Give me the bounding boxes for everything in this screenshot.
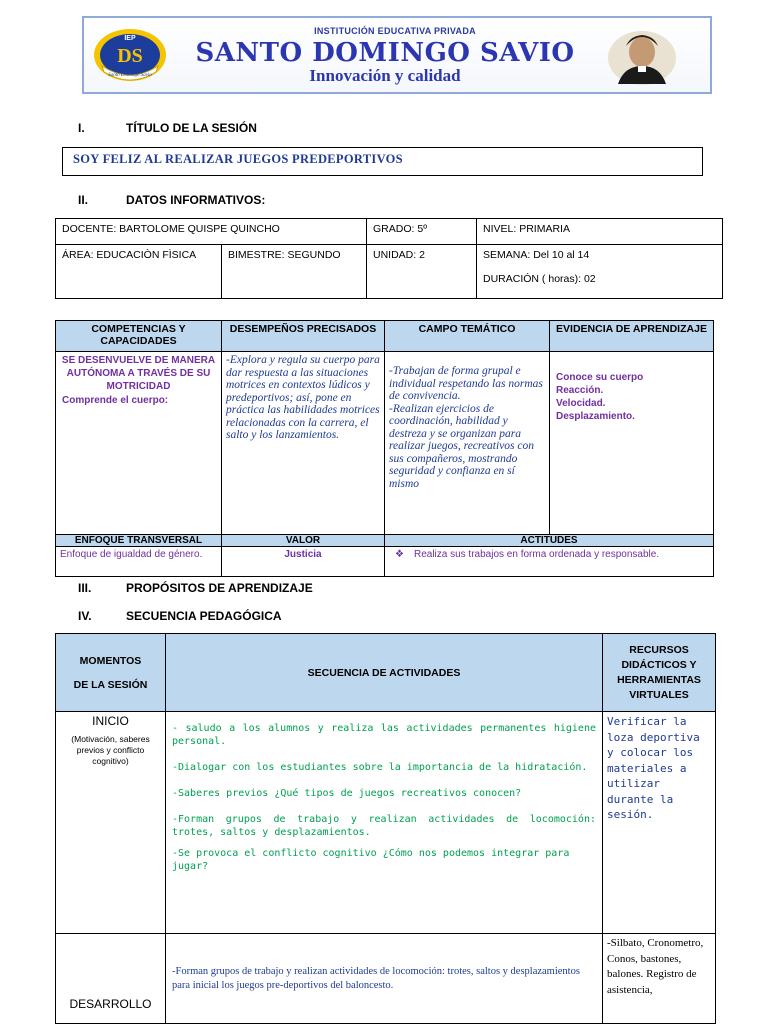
datos-informativos-table	[55, 218, 723, 299]
campo-cell	[385, 352, 550, 535]
inicio-recursos-text: Verificar la loza deportiva y colocar los materiales a utilizar durante la sesión.	[607, 715, 700, 821]
diamond-bullet-icon: ❖	[395, 549, 404, 560]
section-1-heading	[78, 121, 257, 135]
section-title: PROPÓSITOS DE APRENDIZAJE	[126, 581, 313, 595]
table-header-row	[56, 321, 714, 352]
section-3-heading	[78, 581, 313, 595]
session-title: SOY FELIZ AL REALIZAR JUEGOS PREDEPORTIVOS	[62, 147, 703, 176]
list-item: -Dialogar con los estudiantes sobre la importancia de la hidratación.	[172, 762, 588, 773]
list-item: -Saberes previos ¿Qué tipos de juegos recreativos conocen?	[172, 788, 522, 799]
list-item: Velocidad.	[556, 398, 606, 409]
table-row	[56, 547, 714, 577]
section-number: III.	[78, 581, 92, 595]
svg-text:DS: DS	[117, 45, 143, 67]
campo-text-2: -Realizan ejercicios de coordinación, habilidad y destreza y se organizan para realizar juegos, recreativos con sus compañeros, mostrando seguridad y confianza en sí mismo	[389, 402, 535, 490]
header-desempenos: DESEMPEÑOS PRECISADOS	[222, 321, 385, 352]
unidad-cell: UNIDAD: 2	[367, 245, 477, 299]
section-4-heading	[78, 609, 282, 623]
evidencia-list	[554, 371, 709, 423]
table-row	[56, 712, 716, 934]
inicio-recursos-cell	[603, 712, 716, 934]
nivel-cell: NIVEL: PRIMARIA	[477, 219, 723, 245]
header-momentos	[56, 634, 166, 712]
section-number: II.	[78, 193, 89, 207]
inicio-label: INICIO	[92, 714, 129, 728]
desempeno-text: -Explora y regula su cuerpo para dar respuesta a las situaciones motrices en contextos lúdicos y predeportivos; así, pone en práctica las habilidades motrices relacionadas con la carrera, el salto y los lanzamientos.	[226, 354, 380, 441]
competencia-text: SE DESENVUELVE DE MANERA AUTÓNOMA A TRAVÉS DE SU MOTRICIDAD	[61, 355, 216, 392]
actitud-text: Realiza sus trabajos en forma ordenada y responsable.	[413, 549, 660, 560]
table-row	[56, 934, 716, 1024]
school-name: SANTO DOMINGO SAVIO	[195, 38, 575, 68]
table-header-row	[56, 634, 716, 712]
area-cell: ÁREA: EDUCACIÒN FÌSICA	[56, 245, 222, 299]
bimestre-cell: BIMESTRE: SEGUNDO	[222, 245, 367, 299]
evidencia-cell	[550, 352, 714, 535]
table-row	[56, 245, 723, 299]
momentos-line-1: MOMENTOS	[79, 654, 142, 667]
desempeno-cell	[222, 352, 385, 535]
secuencia-table	[55, 633, 716, 1024]
header-recursos: RECURSOS DIDÁCTICOS Y HERRAMIENTAS VIRTUALES	[603, 634, 716, 712]
table-row	[56, 352, 714, 535]
inicio-cell	[56, 712, 166, 934]
header-competencias: COMPETENCIAS Y CAPACIDADES	[56, 321, 222, 352]
docente-cell: DOCENTE: BARTOLOME QUISPE QUINCHO	[56, 219, 367, 245]
header-evidencia: EVIDENCIA DE APRENDIZAJE	[550, 321, 714, 352]
header-actividades: SECUENCIA DE ACTIVIDADES	[166, 634, 603, 712]
svg-text:Santo Domingo Savio: Santo Domingo Savio	[108, 73, 152, 78]
valor-cell: Justicia	[222, 547, 385, 577]
momentos-line-2: DE LA SESIÓN	[73, 678, 148, 691]
list-item: Conoce su cuerpo	[556, 372, 644, 383]
school-crest-logo	[92, 26, 168, 84]
header-campo: CAMPO TEMÁTICO	[385, 321, 550, 352]
campo-text-1: -Trabajan de forma grupal e individual respetando las normas de convivencia.	[389, 365, 543, 402]
desarrollo-recursos: -Silbato, Cronometro, Conos, bastones, balones. Registro de asistencia,	[603, 934, 716, 1024]
saint-portrait-image	[604, 26, 680, 86]
header-valor: VALOR	[222, 535, 385, 547]
list-item: - saludo a los alumnos y realiza las actividades permanentes higiene personal.	[172, 723, 596, 747]
list-item: -Forman grupos de trabajo y realizan actividades de locomoción: trotes, saltos y desplazamientos.	[172, 814, 596, 838]
desarrollo-label: DESARROLLO	[56, 934, 166, 1024]
table-header-row	[56, 535, 714, 547]
section-title: SECUENCIA PEDAGÓGICA	[126, 609, 282, 623]
competencias-table	[55, 320, 714, 577]
section-number: I.	[78, 121, 85, 135]
semana-duracion-cell	[477, 245, 723, 299]
svg-text:IEP: IEP	[124, 35, 136, 42]
list-item: -Se provoca el conflicto cognitivo ¿Cómo nos podemos integrar para jugar?	[172, 848, 570, 872]
grado-cell: GRADO: 5º	[367, 219, 477, 245]
section-title: TÍTULO DE LA SESIÓN	[126, 121, 257, 135]
list-item: Reacción.	[556, 385, 604, 396]
section-number: IV.	[78, 609, 92, 623]
section-2-heading	[78, 193, 265, 207]
inicio-activities-cell	[166, 712, 603, 934]
table-row	[56, 219, 723, 245]
competencia-cell	[56, 352, 222, 535]
header-actitudes: ACTITUDES	[385, 535, 714, 547]
section-title: DATOS INFORMATIVOS:	[126, 193, 266, 207]
inicio-sub: (Motivación, saberes previos y conflicto cognitivo)	[71, 734, 150, 766]
semana-text: SEMANA: Del 10 al 14	[483, 249, 590, 261]
capacidad-text: Comprende el cuerpo:	[62, 395, 169, 406]
list-item: Desplazamiento.	[556, 411, 635, 422]
enfoque-cell: Enfoque de igualdad de género.	[56, 547, 222, 577]
header-enfoque: ENFOQUE TRANSVERSAL	[56, 535, 222, 547]
institution-type: INSTITUCIÓN EDUCATIVA PRIVADA	[314, 26, 476, 36]
desarrollo-activity: -Forman grupos de trabajo y realizan actividades de locomoción: trotes, saltos y desplazamientos para inicial los juegos pre-deportivos del baloncesto.	[166, 934, 603, 1024]
school-motto: Innovación y calidad	[309, 66, 461, 85]
actitud-cell	[385, 547, 714, 577]
duracion-text: DURACIÓN ( horas): 02	[483, 273, 596, 285]
